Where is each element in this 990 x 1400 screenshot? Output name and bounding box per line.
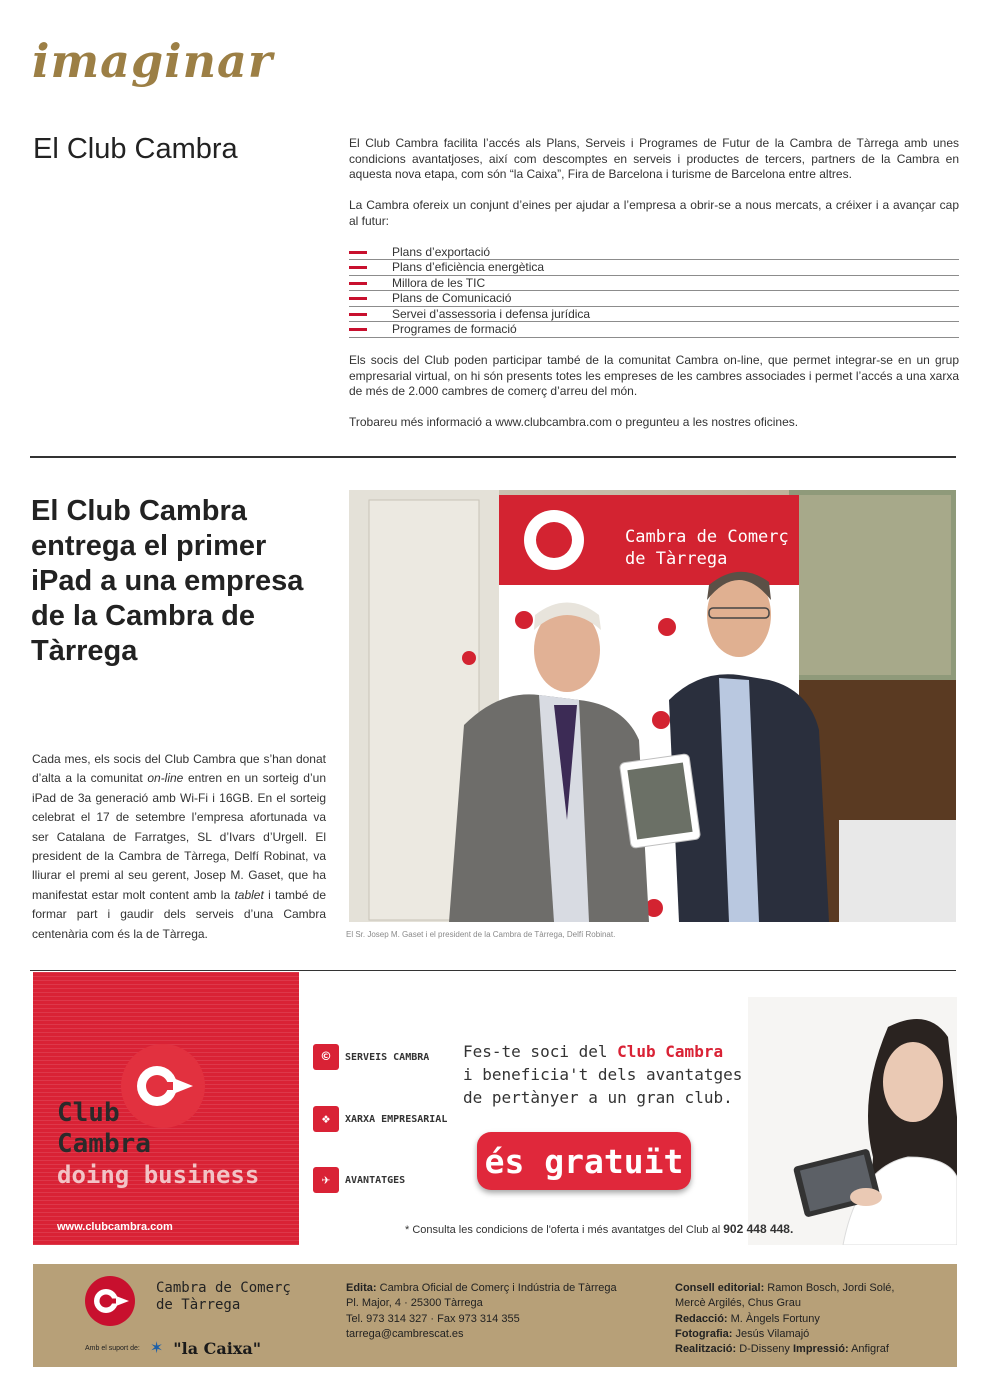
list-item: Programes de formació [349, 322, 959, 338]
bullet-mark-icon [349, 313, 367, 316]
section2-body: Cada mes, els socis del Club Cambra que s’han donat d’alta a la comunitat on-line entren en un sorteig d’un iPad de 3a generació amb Wi-Fi i 16GB. En el sorteig celebrat el 17 de setembre l’empresa afortunada va ser Catalana de Farratges, SL d’Ivars d’Urgell. El president de la Cambra de Tàrrega, Delfí Robinat, va lliurar el premi al seu gerent, Josep M. Gaset, que ha manifestat estar molt content amb la tablet i també de formar part i gaudir dels serveis d’una Cambra centenària com és la de Tàrrega. [32, 752, 326, 941]
footer-org-name: Cambra de Comerç de Tàrrega [156, 1280, 291, 1313]
ad-club-wordmark: Club Cambra doing business [57, 1098, 260, 1189]
paragraph: El Club Cambra facilita l’accés als Plans, Serveis i Programes de Futur de la Cambra de Tàrrega amb unes condicions avantatjoses, així com descomptes en serveis i productes de tercers, partners de la Cambra en aquesta nova etapa, com són “la Caixa”, Fira de Barcelona i turisme de Barcelona entre altres. [349, 136, 959, 181]
network-icon: ❖ [313, 1106, 339, 1132]
ad-url-link[interactable]: www.clubcambra.com [57, 1221, 173, 1233]
bullet-mark-icon [349, 282, 367, 285]
footer-editorial: Consell editorial: Ramon Bosch, Jordi Solé, Mercè Argilés, Chus Grau Redacció: M. Àngels Fortuny Fotografia: Jesús Vilamajó Realització: D-Disseny Impressió: Anfigraf [675, 1282, 895, 1356]
ad-cta-badge: és gratuït [477, 1132, 691, 1190]
paragraph: La Cambra ofereix un conjunt d’eines per ajudar a l’empresa a obrir-se a nous mercats, a créixer i a avançar cap al futur: [349, 198, 959, 228]
club-cambra-advert [33, 972, 957, 1245]
footer-email-link[interactable]: tarrega@cambrescat.es [346, 1327, 464, 1340]
bullet-mark-icon [349, 266, 367, 269]
paragraph: Els socis del Club poden participar també de la comunitat Cambra on-line, que permet integrar-se en un grup empresarial virtual, on hi són presents totes les empreses de les cambres associades i permet l’accés a una xarxa de més de 2.000 cambres de comerç d’arreu del món. [349, 353, 959, 398]
section-divider [30, 456, 956, 458]
event-photo [349, 490, 956, 922]
la-caixa-star-icon: ✶ [149, 1340, 164, 1357]
bullet-mark-icon [349, 251, 367, 254]
ad-headline: Fes-te soci del Club Cambra i beneficia't dels avantatges de pertànyer a un gran club. [463, 1042, 743, 1107]
section1-body [349, 136, 959, 446]
copyright-c-icon: © [313, 1044, 339, 1070]
airplane-icon: ✈ [313, 1167, 339, 1193]
ad-tagline: doing business [57, 1161, 260, 1189]
photo-banner-text: de Tàrrega [625, 549, 728, 569]
section-title-ipad: El Club Cambra entrega el primer iPad a una empresa de la Cambra de Tàrrega [31, 495, 304, 667]
paragraph: Trobareu més informació a www.clubcambra.com o pregunteu a les nostres oficines. [349, 415, 799, 429]
section-divider [30, 970, 956, 971]
bullet-mark-icon [349, 297, 367, 300]
ad-feature-serveis: © SERVEIS CAMBRA [313, 1044, 429, 1070]
masthead-logo: imaginar [32, 34, 274, 88]
woman-with-tablet-illustration [748, 997, 957, 1245]
photo-caption: El Sr. Josep M. Gaset i el president de la Cambra de Tàrrega, Delfí Robinat. [346, 930, 616, 939]
photo-banner-text: Cambra de Comerç [625, 527, 789, 547]
ad-footnote: * Consulta les condicions de l'oferta i més avantatges del Club al 902 448 448. [405, 1222, 794, 1236]
ad-feature-xarxa: ❖ XARXA EMPRESARIAL [313, 1106, 447, 1132]
bullet-mark-icon [349, 328, 367, 331]
list-item: Plans d’eficiència energètica [349, 260, 959, 276]
ad-feature-avantatges: ✈ AVANTATGES [313, 1167, 405, 1193]
list-item: Plans d’exportació [349, 245, 959, 261]
cambra-logo-icon [85, 1276, 135, 1326]
services-list [349, 245, 959, 338]
footer-sponsor: Amb el suport de: ✶ "la Caixa" [85, 1338, 262, 1358]
list-item: Plans de Comunicació [349, 291, 959, 307]
footer-publisher: Edita: Cambra Oficial de Comerç i Indústria de Tàrrega Pl. Major, 4 · 25300 Tàrrega Tel. 973 314 327 · Fax 973 314 355 tarrega@cambrescat.es [346, 1281, 617, 1342]
section-title-club-cambra: El Club Cambra [33, 133, 238, 165]
list-item: Servei d’assessoria i defensa jurídica [349, 307, 959, 323]
ad-red-panel [33, 972, 299, 1245]
list-item: Millora de les TIC [349, 276, 959, 292]
footer-credits [33, 1264, 957, 1367]
